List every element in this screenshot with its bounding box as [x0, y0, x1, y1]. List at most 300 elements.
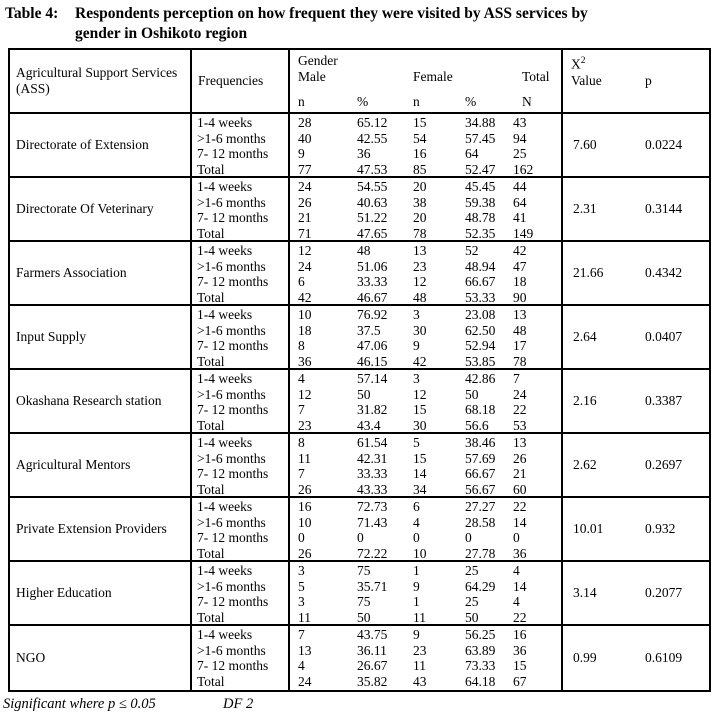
frequency-label: Total [197, 417, 225, 433]
value-cell: 72.22 [357, 545, 388, 561]
value-cell: 28 [298, 115, 312, 130]
value-cell: 10 [298, 307, 312, 322]
data-row [290, 658, 561, 674]
header-chi-value: Value [571, 72, 602, 88]
data-row [290, 546, 561, 562]
value-cell: 22 [513, 402, 527, 417]
value-cell: 25 [513, 146, 527, 161]
value-cell: 33.33 [357, 274, 388, 289]
value-cell: 68.18 [465, 402, 496, 417]
service-block [10, 370, 709, 434]
frequency-label: >1-6 months [197, 514, 266, 530]
data-row [290, 307, 561, 323]
service-name: Directorate Of Veterinary [10, 178, 192, 240]
p-value: 0.0224 [645, 137, 683, 152]
frequency-label: 1-4 weeks [197, 371, 253, 386]
frequency-label: 7- 12 months [197, 594, 269, 609]
frequency-list [192, 498, 290, 560]
header-subcolumns [290, 94, 561, 110]
chi-value: 2.62 [573, 457, 597, 472]
table-body [10, 114, 709, 690]
value-cell: 42.55 [357, 130, 388, 146]
frequency-label: >1-6 months [197, 578, 266, 594]
title-text [75, 4, 588, 44]
frequency-list [192, 114, 290, 176]
value-cell: 7 [298, 466, 305, 481]
p-value: 0.3387 [645, 393, 683, 408]
degrees-of-freedom: DF 2 [223, 696, 254, 712]
value-cell: 54.55 [357, 179, 388, 194]
frequency-label: >1-6 months [197, 130, 266, 146]
value-cell: 64 [465, 146, 479, 161]
value-cell: 47.65 [357, 225, 388, 241]
value-cell: 73.33 [465, 658, 496, 673]
table-title [0, 0, 719, 44]
frequency-label: Total [197, 673, 225, 689]
data-row [290, 226, 561, 242]
value-cell: 9 [413, 627, 420, 642]
value-cell: 52.35 [465, 225, 496, 241]
value-cell: 6 [298, 274, 305, 289]
frequency-label: Total [197, 545, 225, 561]
value-cell: 15 [513, 658, 527, 673]
value-cell: 13 [298, 642, 312, 658]
value-cell: 66.67 [465, 466, 496, 481]
value-cell: 4 [513, 594, 520, 609]
data-row [290, 482, 561, 498]
frequency-label: Total [197, 289, 225, 305]
value-cell: 1 [413, 563, 420, 578]
header-total: Total [522, 69, 550, 84]
value-cell: 67 [513, 673, 527, 689]
value-cell: 54 [413, 130, 427, 146]
table-header [10, 50, 709, 114]
value-cell: 18 [513, 274, 527, 289]
value-cell: 1 [413, 594, 420, 609]
header-ass: Agricultural Support Services (ASS) [10, 50, 192, 112]
data-row [290, 563, 561, 579]
value-cell: 7 [513, 371, 520, 386]
value-cell: 13 [413, 243, 427, 258]
value-cell: 24 [513, 386, 527, 402]
value-cell: 35.71 [357, 578, 388, 594]
value-cell: 59.38 [465, 194, 496, 210]
value-cell: 11 [413, 658, 426, 673]
value-cell: 36.11 [357, 642, 387, 658]
value-cell: 30 [413, 417, 427, 433]
value-cell: 11 [413, 609, 426, 625]
value-cell: 31.82 [357, 402, 388, 417]
data-row [290, 162, 561, 178]
value-cell: 64.18 [465, 673, 496, 689]
value-cell: 4 [413, 514, 420, 530]
data-row [290, 274, 561, 290]
value-cell: 48 [413, 289, 427, 305]
value-cell: 36 [298, 353, 312, 369]
table-footnote [0, 692, 719, 713]
value-cell: 43.33 [357, 481, 388, 497]
chi-value: 3.14 [573, 585, 597, 600]
value-cell: 11 [298, 609, 311, 625]
service-block [10, 434, 709, 498]
table-number: Table 4: [5, 5, 59, 22]
value-cell: 50 [357, 609, 371, 625]
value-cell: 36 [513, 545, 527, 561]
value-cell: 20 [413, 179, 427, 194]
frequency-list [192, 626, 290, 690]
value-cell: 15 [413, 402, 427, 417]
value-cell: 24 [298, 673, 312, 689]
chi-symbol: X [571, 56, 581, 72]
value-cell: 24 [298, 179, 312, 194]
value-cell: 94 [513, 130, 527, 146]
data-row [290, 131, 561, 147]
chi-cell [563, 306, 709, 368]
value-cell: 42.86 [465, 371, 496, 386]
value-cell: 6 [413, 499, 420, 514]
value-cell: 0 [298, 530, 305, 545]
value-cell: 50 [465, 609, 479, 625]
data-grid [290, 498, 563, 560]
frequency-list [192, 306, 290, 368]
service-block [10, 178, 709, 242]
value-cell: 0 [513, 530, 520, 545]
p-value: 0.3144 [645, 201, 683, 216]
data-grid [290, 114, 563, 176]
value-cell: 43.75 [357, 627, 388, 642]
value-cell: 78 [513, 353, 527, 369]
value-cell: 51.06 [357, 258, 388, 274]
value-cell: 3 [298, 563, 305, 578]
value-cell: 23 [413, 258, 427, 274]
chi-value: 2.64 [573, 329, 597, 344]
service-name: Okashana Research station [10, 370, 192, 432]
data-row [290, 451, 561, 467]
title-line-1: Respondents perception on how frequent they were visited by ASS services by [75, 5, 588, 22]
value-cell: 9 [413, 578, 420, 594]
data-row [290, 674, 561, 690]
value-cell: 23.08 [465, 307, 496, 322]
header-male-n: n [298, 94, 305, 109]
value-cell: 28.58 [465, 514, 496, 530]
value-cell: 36 [513, 642, 527, 658]
chi-cell [563, 562, 709, 624]
header-gender-split [290, 69, 561, 85]
value-cell: 72.73 [357, 499, 388, 514]
value-cell: 24 [298, 258, 312, 274]
value-cell: 40 [298, 130, 312, 146]
value-cell: 43 [413, 673, 427, 689]
value-cell: 48.78 [465, 210, 496, 225]
value-cell: 47 [513, 258, 527, 274]
value-cell: 11 [298, 450, 311, 466]
service-block [10, 626, 709, 690]
value-cell: 14 [513, 578, 527, 594]
value-cell: 9 [413, 338, 420, 353]
value-cell: 38 [413, 194, 427, 210]
value-cell: 64.29 [465, 578, 496, 594]
value-cell: 45.45 [465, 179, 496, 194]
value-cell: 63.89 [465, 642, 496, 658]
frequency-label: 1-4 weeks [197, 563, 253, 578]
significance-note: Significant where p ≤ 0.05 [3, 696, 156, 712]
value-cell: 12 [298, 386, 312, 402]
value-cell: 42 [413, 353, 427, 369]
header-male: Male [298, 69, 326, 84]
data-row [290, 435, 561, 451]
data-row [290, 323, 561, 339]
value-cell: 50 [465, 386, 479, 402]
data-row [290, 627, 561, 643]
value-cell: 149 [513, 225, 534, 241]
frequency-label: Total [197, 481, 225, 497]
frequency-list [192, 178, 290, 240]
value-cell: 14 [513, 514, 527, 530]
value-cell: 62.50 [465, 322, 496, 338]
value-cell: 44 [513, 179, 527, 194]
value-cell: 22 [513, 499, 527, 514]
frequency-label: >1-6 months [197, 194, 266, 210]
value-cell: 0 [357, 530, 364, 545]
p-value: 0.0407 [645, 329, 683, 344]
value-cell: 13 [513, 307, 527, 322]
header-frequencies: Frequencies [192, 50, 290, 112]
value-cell: 42 [513, 243, 527, 258]
data-grid [290, 178, 563, 240]
chi-cell [563, 178, 709, 240]
chi-exponent: 2 [580, 56, 586, 66]
value-cell: 43.4 [357, 417, 381, 433]
value-cell: 10 [298, 514, 312, 530]
frequency-label: >1-6 months [197, 258, 266, 274]
header-p: p [645, 72, 652, 88]
value-cell: 33.33 [357, 466, 388, 481]
data-row [290, 195, 561, 211]
value-cell: 18 [298, 322, 312, 338]
header-chi-squared [563, 53, 709, 73]
title-line-2: gender in Oshikoto region [75, 25, 248, 42]
data-row [290, 115, 561, 131]
value-cell: 71.43 [357, 514, 388, 530]
value-cell: 52.94 [465, 338, 496, 353]
frequency-label: Total [197, 353, 225, 369]
value-cell: 90 [513, 289, 527, 305]
data-row [290, 290, 561, 306]
p-value: 0.4342 [645, 265, 683, 280]
chi-cell [563, 370, 709, 432]
chi-cell [563, 626, 709, 690]
chi-value: 2.31 [573, 201, 597, 216]
value-cell: 48.94 [465, 258, 496, 274]
data-row [290, 610, 561, 626]
value-cell: 8 [298, 435, 305, 450]
value-cell: 23 [298, 417, 312, 433]
value-cell: 52 [465, 243, 479, 258]
data-row [290, 594, 561, 610]
frequency-label: >1-6 months [197, 450, 266, 466]
service-name: Farmers Association [10, 242, 192, 304]
value-cell: 34.88 [465, 115, 496, 130]
header-gender: Gender [298, 53, 338, 68]
value-cell: 53.33 [465, 289, 496, 305]
chi-value: 0.99 [573, 650, 597, 665]
value-cell: 12 [413, 386, 427, 402]
frequency-list [192, 434, 290, 496]
value-cell: 37.5 [357, 322, 381, 338]
data-row [290, 210, 561, 226]
value-cell: 4 [298, 371, 305, 386]
value-cell: 162 [513, 161, 534, 177]
value-cell: 7 [298, 627, 305, 642]
value-cell: 8 [298, 338, 305, 353]
value-cell: 34 [413, 481, 427, 497]
header-male-pct: % [357, 94, 369, 109]
p-value: 0.932 [645, 521, 676, 536]
chi-cell [563, 114, 709, 176]
chi-value: 10.01 [573, 521, 604, 536]
value-cell: 30 [413, 322, 427, 338]
frequency-label: 1-4 weeks [197, 435, 253, 450]
data-grid [290, 626, 563, 690]
value-cell: 43 [513, 115, 527, 130]
chi-cell [563, 498, 709, 560]
value-cell: 57.45 [465, 130, 496, 146]
value-cell: 26 [513, 450, 527, 466]
frequency-label: 7- 12 months [197, 530, 269, 545]
value-cell: 75 [357, 594, 371, 609]
value-cell: 17 [513, 338, 527, 353]
service-block [10, 498, 709, 562]
header-female-n: n [413, 94, 420, 109]
service-block [10, 562, 709, 626]
value-cell: 9 [298, 146, 305, 161]
data-row [290, 530, 561, 546]
value-cell: 10 [413, 545, 427, 561]
frequency-label: >1-6 months [197, 642, 266, 658]
value-cell: 57.69 [465, 450, 496, 466]
header-female: Female [413, 69, 453, 84]
value-cell: 21 [513, 466, 527, 481]
header-chi-group [563, 50, 709, 112]
frequency-label: 1-4 weeks [197, 307, 253, 322]
data-row [290, 259, 561, 275]
value-cell: 40.63 [357, 194, 388, 210]
value-cell: 15 [413, 115, 427, 130]
frequency-list [192, 562, 290, 624]
value-cell: 64 [513, 194, 527, 210]
value-cell: 14 [413, 466, 427, 481]
data-row [290, 146, 561, 162]
value-cell: 41 [513, 210, 527, 225]
frequency-label: 1-4 weeks [197, 627, 253, 642]
value-cell: 77 [298, 161, 312, 177]
data-row [290, 371, 561, 387]
data-row [290, 402, 561, 418]
value-cell: 71 [298, 225, 312, 241]
chi-value: 21.66 [573, 265, 604, 280]
chi-value: 7.60 [573, 137, 597, 152]
value-cell: 3 [413, 371, 420, 386]
value-cell: 47.06 [357, 338, 388, 353]
value-cell: 35.82 [357, 673, 388, 689]
frequency-label: 1-4 weeks [197, 499, 253, 514]
value-cell: 48 [513, 322, 527, 338]
header-gender-group [290, 50, 563, 112]
data-row [290, 466, 561, 482]
value-cell: 48 [357, 243, 371, 258]
value-cell: 12 [413, 274, 427, 289]
p-value: 0.2697 [645, 457, 683, 472]
value-cell: 75 [357, 563, 371, 578]
service-name: Directorate of Extension [10, 114, 192, 176]
frequency-list [192, 242, 290, 304]
value-cell: 56.6 [465, 417, 489, 433]
value-cell: 20 [413, 210, 427, 225]
value-cell: 47.53 [357, 161, 388, 177]
frequency-label: 7- 12 months [197, 402, 269, 417]
value-cell: 13 [513, 435, 527, 450]
value-cell: 15 [413, 450, 427, 466]
value-cell: 4 [298, 658, 305, 673]
data-grid [290, 242, 563, 304]
value-cell: 26 [298, 481, 312, 497]
value-cell: 85 [413, 161, 427, 177]
data-grid [290, 306, 563, 368]
frequency-label: 7- 12 months [197, 210, 269, 225]
value-cell: 26 [298, 545, 312, 561]
value-cell: 23 [413, 642, 427, 658]
value-cell: 42 [298, 289, 312, 305]
value-cell: 46.15 [357, 353, 388, 369]
data-grid [290, 434, 563, 496]
frequency-label: >1-6 months [197, 322, 266, 338]
service-name: Private Extension Providers [10, 498, 192, 560]
value-cell: 46.67 [357, 289, 388, 305]
value-cell: 16 [413, 146, 427, 161]
service-name: NGO [10, 626, 192, 690]
frequency-list [192, 370, 290, 432]
value-cell: 25 [465, 594, 479, 609]
data-grid [290, 370, 563, 432]
value-cell: 50 [357, 386, 371, 402]
value-cell: 25 [465, 563, 479, 578]
data-table [8, 48, 711, 692]
value-cell: 56.67 [465, 481, 496, 497]
frequency-label: Total [197, 161, 225, 177]
data-row [290, 643, 561, 659]
value-cell: 53 [513, 417, 527, 433]
value-cell: 16 [513, 627, 527, 642]
data-row [290, 579, 561, 595]
frequency-label: Total [197, 225, 225, 241]
value-cell: 3 [413, 307, 420, 322]
frequency-label: 1-4 weeks [197, 243, 253, 258]
service-name: Agricultural Mentors [10, 434, 192, 496]
value-cell: 16 [298, 499, 312, 514]
p-value: 0.6109 [645, 650, 683, 665]
chi-cell [563, 242, 709, 304]
value-cell: 26 [298, 194, 312, 210]
value-cell: 5 [413, 435, 420, 450]
value-cell: 27.27 [465, 499, 496, 514]
value-cell: 4 [513, 563, 520, 578]
value-cell: 21 [298, 210, 312, 225]
value-cell: 0 [413, 530, 420, 545]
header-chi-labels [563, 73, 709, 89]
data-row [290, 338, 561, 354]
data-row [290, 179, 561, 195]
data-row [290, 354, 561, 370]
